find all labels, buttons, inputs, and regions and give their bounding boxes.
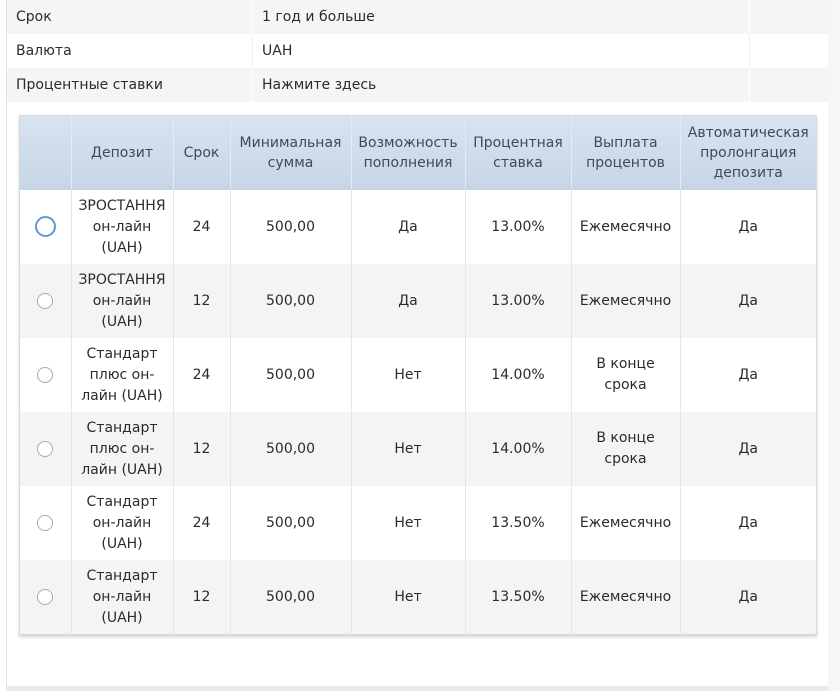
payout-cell: В конце срока — [571, 412, 680, 486]
radio-button[interactable] — [37, 441, 53, 457]
filter-label: Процентные ставки — [16, 77, 163, 93]
payout-cell: Ежемесячно — [571, 560, 680, 634]
filter-row-rates — [7, 68, 829, 102]
header-rate: Процентная ставка — [465, 116, 571, 190]
table-row[interactable] — [20, 560, 816, 634]
filter-value: 1 год и больше — [262, 9, 375, 25]
topup-cell: Да — [351, 264, 465, 338]
filter-row-currency — [7, 34, 829, 68]
radio-button[interactable] — [37, 293, 53, 309]
table-row[interactable] — [20, 190, 816, 264]
payout-cell: Ежемесячно — [571, 264, 680, 338]
header-topup: Возможность пополнения — [351, 116, 465, 190]
min-sum-cell: 500,00 — [230, 412, 351, 486]
radio-button[interactable] — [37, 367, 53, 383]
radio-button[interactable] — [37, 589, 53, 605]
term-cell: 24 — [173, 338, 230, 412]
deposit-name: ЗРОСТАННЯ он-лайн (UAH) — [71, 264, 173, 338]
payout-cell: Ежемесячно — [571, 486, 680, 560]
select-cell[interactable] — [20, 412, 71, 486]
filter-row-term — [7, 0, 829, 34]
radio-button[interactable] — [37, 515, 53, 531]
topup-cell: Нет — [351, 412, 465, 486]
min-sum-cell: 500,00 — [230, 560, 351, 634]
select-cell[interactable] — [20, 486, 71, 560]
table-row[interactable] — [20, 338, 816, 412]
term-cell: 24 — [173, 486, 230, 560]
header-min-sum: Минимальная сумма — [230, 116, 351, 190]
header-payout: Выплата процентов — [571, 116, 680, 190]
header-deposit: Депозит — [71, 116, 173, 190]
min-sum-cell: 500,00 — [230, 264, 351, 338]
header-select — [20, 116, 71, 190]
filter-label: Валюта — [16, 43, 72, 59]
filter-value: UAH — [262, 43, 293, 59]
payout-cell: Ежемесячно — [571, 190, 680, 264]
header-term: Срок — [173, 116, 230, 190]
radio-button[interactable] — [35, 216, 56, 237]
prolong-cell: Да — [680, 412, 816, 486]
table-row[interactable] — [20, 412, 816, 486]
prolong-cell: Да — [680, 264, 816, 338]
deposit-name: Стандарт плюс он-лайн (UAH) — [71, 338, 173, 412]
deposit-name: Стандарт он-лайн (UAH) — [71, 486, 173, 560]
deposit-name: ЗРОСТАННЯ он-лайн (UAH) — [71, 190, 173, 264]
filter-label: Срок — [16, 9, 52, 25]
term-cell: 12 — [173, 412, 230, 486]
table-header-row — [20, 116, 816, 190]
min-sum-cell: 500,00 — [230, 338, 351, 412]
rate-cell: 14.00% — [465, 412, 571, 486]
term-cell: 24 — [173, 190, 230, 264]
table-row[interactable] — [20, 486, 816, 560]
prolong-cell: Да — [680, 190, 816, 264]
rates-link[interactable]: Нажмите здесь — [262, 77, 377, 93]
term-cell: 12 — [173, 264, 230, 338]
rate-cell: 13.00% — [465, 190, 571, 264]
min-sum-cell: 500,00 — [230, 190, 351, 264]
rate-cell: 13.50% — [465, 486, 571, 560]
prolong-cell: Да — [680, 486, 816, 560]
table-row[interactable] — [20, 264, 816, 338]
rate-cell: 14.00% — [465, 338, 571, 412]
topup-cell: Нет — [351, 560, 465, 634]
term-cell: 12 — [173, 560, 230, 634]
topup-cell: Нет — [351, 338, 465, 412]
select-cell[interactable] — [20, 190, 71, 264]
rate-cell: 13.00% — [465, 264, 571, 338]
select-cell[interactable] — [20, 264, 71, 338]
prolong-cell: Да — [680, 560, 816, 634]
header-prolong: Автоматическая пролонгация депозита — [680, 116, 816, 190]
topup-cell: Нет — [351, 486, 465, 560]
min-sum-cell: 500,00 — [230, 486, 351, 560]
rate-cell: 13.50% — [465, 560, 571, 634]
select-cell[interactable] — [20, 338, 71, 412]
panel-bottom-border — [6, 686, 828, 691]
scrollbar-track[interactable] — [828, 0, 840, 691]
topup-cell: Да — [351, 190, 465, 264]
select-cell[interactable] — [20, 560, 71, 634]
prolong-cell: Да — [680, 338, 816, 412]
deposit-name: Стандарт он-лайн (UAH) — [71, 560, 173, 634]
payout-cell: В конце срока — [571, 338, 680, 412]
deposit-name: Стандарт плюс он-лайн (UAH) — [71, 412, 173, 486]
deposits-table — [19, 115, 817, 635]
